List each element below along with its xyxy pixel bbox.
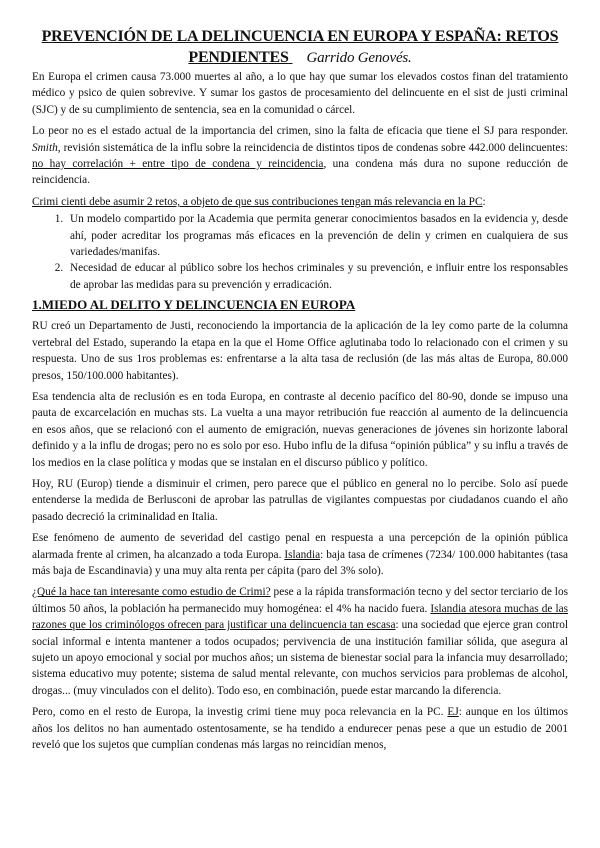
section-paragraph-2: Esa tendencia alta de reclusión es en toda Europa, en contraste al decenio pacífico del 80-90, donde se impuso una pauta de excarcelación en muchas sts. La vuelta a una mayor retribución fue reacción al aumento de la delincuencia en esos años, que se relacionó con el aumento de emigración, nuevas generaciones de jóvenes sin horizonte laboral definido y a la influ de drogas; pero no es solo por eso. Hubo influ de la difusa “opinión pública” y su influ a través de los medios en la clase política y modas que se instalan en el discurso público y político. bbox=[32, 390, 568, 469]
section-paragraph-1: RU creó un Departamento de Justi, reconociendo la importancia de la aplicación de la ley como parte de la columna vertebral del Estado, superando la etapa en la que el Home Office aglutinaba todo lo relacionado con el crimen y su respuesta. Uno de sus 1ros problemas es: enfrentarse a la alta tasa de reclusión (de las más altas de Europa, 80.000 presos, 150/100.000 habitantes). bbox=[32, 320, 568, 382]
question-heading: ¿Qué la hace tan interesante como estudio de Crimi? bbox=[32, 586, 271, 599]
list-item: 2. Necesidad de educar al público sobre los hechos criminales y su prevención, e influir entre los responsables de aprobar las medidas para su prevención y erradicación. bbox=[66, 260, 568, 293]
document-page bbox=[32, 26, 568, 758]
section-paragraph-4: Ese fenómeno de aumento de severidad del castigo penal en respuesta a una percepción de la opinión pública alarmada frente al crimen, ha alcanzado a toda Europa. Islandia: baja tasa de crímenes (7234/ 100.000 habitantes (tasa más baja de Escandinavia) y una muy alta renta per cápita (paro del 3% solo). bbox=[32, 532, 568, 577]
section-paragraph-5: ¿Qué la hace tan interesante como estudio de Crimi? pese a la rápida transformación tecno y del sector terciario de los últimos 50 años, la población ha permanecido muy homogénea: el 4% ha nacido fuera. Islandia atesora muchas de las razones que los criminólogos ofrecen para justificar una delincuencia tan escasa: una sociedad que ejerce gran control social informal e intenta mantener a todos ocupados; pervivencia de una institución familiar sólida, que asegura al sujeto un apoyo emocional y social por muchos años; un sistema de bienestar social para la infancia muy desarrollado; sistema educativo muy potente; sistema de salud mental relevante, con muchos servicios para problemas de alcohol, drogas... (muy vinculados con el delito). Todo eso, en combinación, puede estar marcando la diferencia. bbox=[32, 586, 569, 697]
section-paragraph-3: Hoy, RU (Europ) tiende a disminuir el crimen, pero parece que el público en general no lo percibe. Solo así puede entenderse la medida de Berlusconi de aprobar las patrullas de vigilantes compuestas por ciudadanos cuando el año pasado decreció la criminalidad en Italia. bbox=[32, 477, 568, 523]
islandia-label: Islandia bbox=[284, 548, 321, 561]
author-smith: Smith bbox=[32, 141, 58, 154]
key-finding: no hay correlación + entre tipo de condena y reincidencia bbox=[32, 158, 324, 171]
islandia-claim: Islandia atesora muchas de las razones que los criminólogos ofrecen para justificar una delincuencia tan escasa bbox=[32, 602, 569, 632]
intro-paragraph-1: En Europa el crimen causa 73.000 muertes al año, a lo que hay que sumar los elevados costos finan del tratamiento médico y psico de quien sobrevive. Y sumar los gastos de procesamiento del delincuente en el sist de justi criminal (SJC) y de su cumplimiento de sentencia, sea en la comunidad o cárcel. bbox=[32, 71, 568, 116]
document-title bbox=[32, 26, 568, 69]
author-name: Garrido Genovés. bbox=[306, 50, 412, 66]
list-item: 1. Un modelo compartido por la Academia que permita generar conocimientos basados en la evidencia y, desde ahí, poder acreditar los programas más eficaces en la prevención de delin y crimen en cualquiera de sus variedades/manifas. bbox=[66, 211, 568, 260]
section-paragraph-6: Pero, como en el resto de Europa, la investig crimi tiene muy poca relevancia en la PC. EJ: aunque en los últimos años los delitos no han aumentado ostentosamente, se ha tendido a endurecer penas pese a que un estudio de 2001 reveló que los sujetos que cumplían condenas más largas no reincidían menos, bbox=[32, 706, 568, 752]
retos-heading: Crimi cienti debe asumir 2 retos, a objeto de que sus contribuciones tengan más relevancia en la PC: bbox=[32, 195, 486, 208]
intro-paragraph-2: Lo peor no es el estado actual de la importancia del crimen, sino la falta de eficacia que tiene el SJ para responder. Smith, revisión sistemática de la influ sobre la reincidencia de distintos tipos de condenas sobre 442.000 delincuentes: no hay correlación + entre tipo de condena y reincidencia, una condena más dura no supone reducción de reincidencia. bbox=[32, 125, 568, 187]
retos-list bbox=[32, 211, 568, 293]
example-label: EJ bbox=[447, 706, 459, 719]
section-heading: 1.MIEDO AL DELITO Y DELINCUENCIA EN EUROPA bbox=[32, 297, 356, 313]
title-text: PREVENCIÓN DE LA DELINCUENCIA EN EUROPA Y ESPAÑA: RETOS PENDIENTES bbox=[41, 28, 559, 66]
